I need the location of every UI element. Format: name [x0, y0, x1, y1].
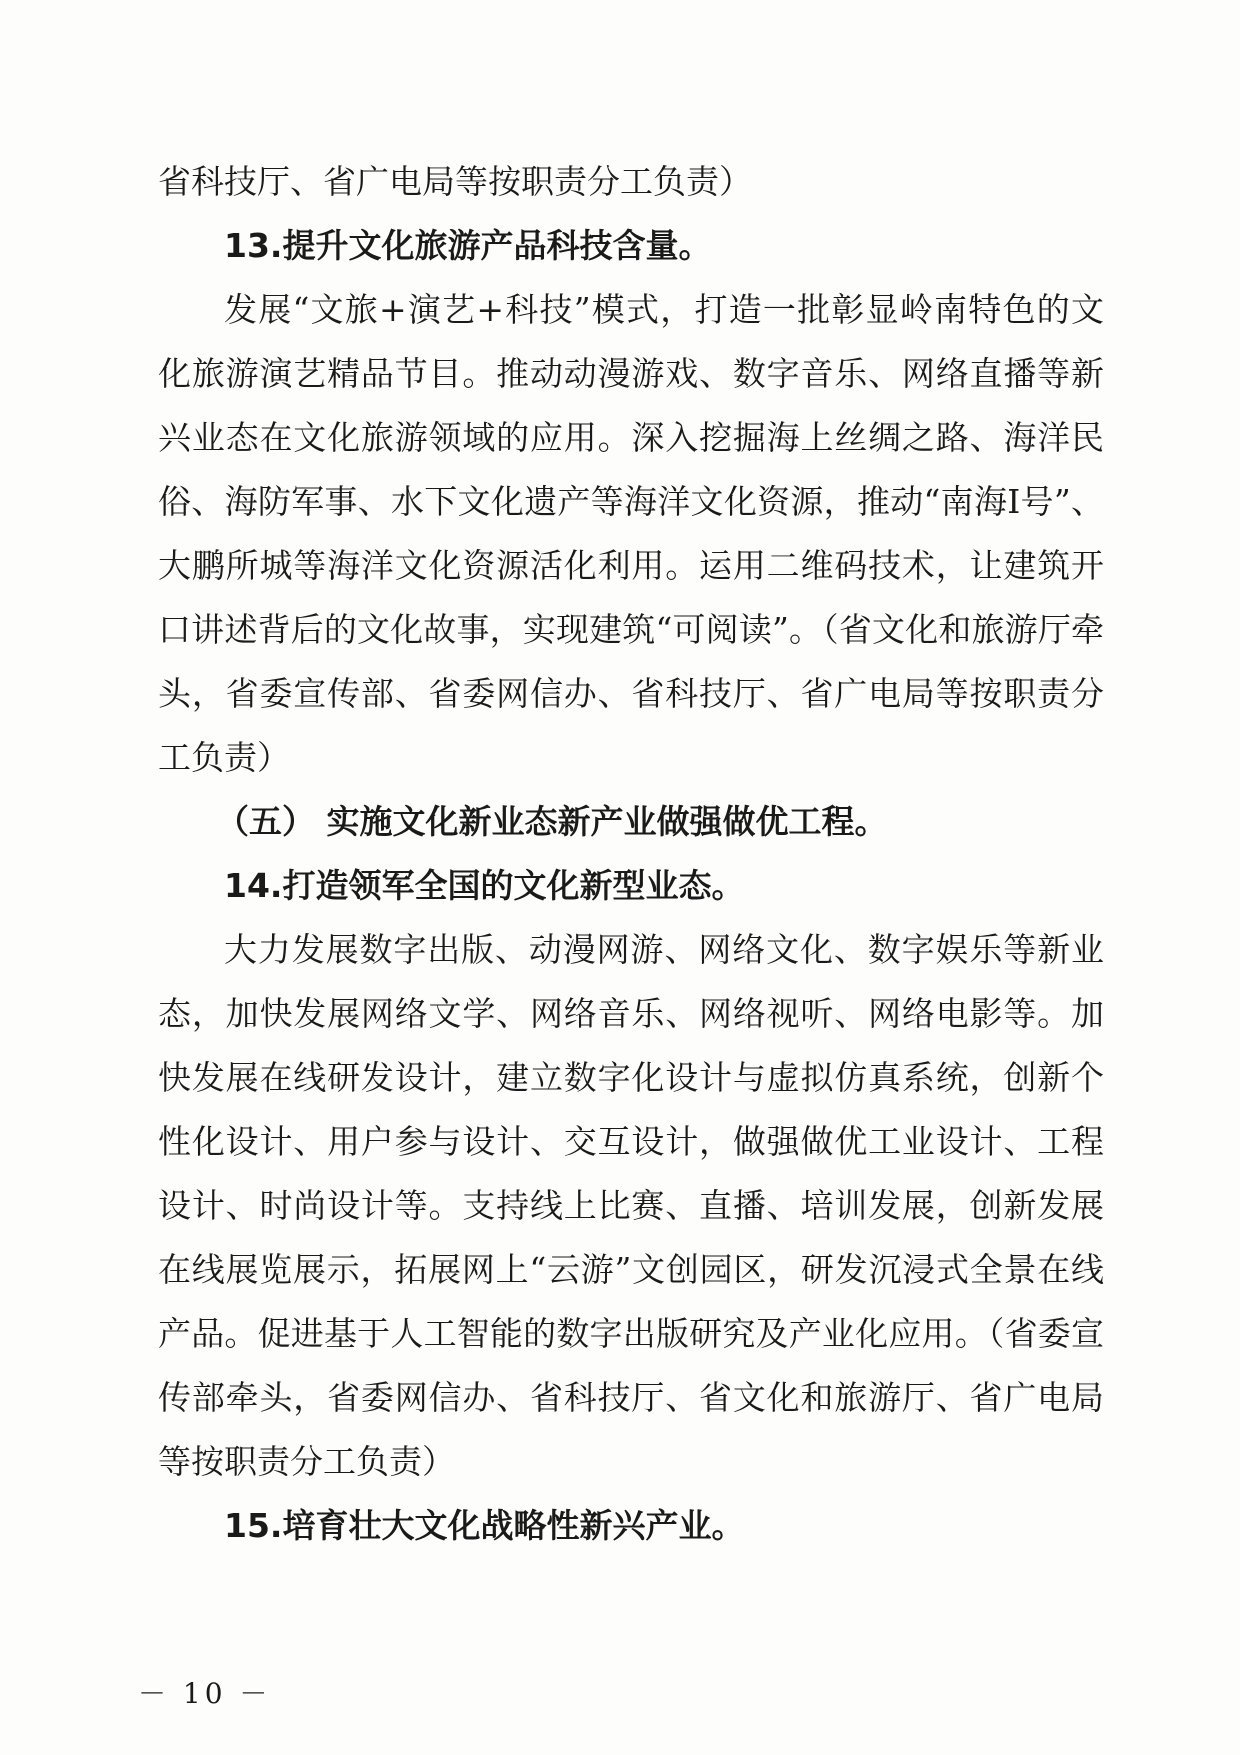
continued-paragraph: 省科技厅、省广电局等按职责分工负责） — [158, 162, 752, 201]
body-paragraph-14: 大力发展数字出版、动漫网游、网络文化、数字娱乐等新业态，加快发展网络文学、网络音乐、网络视听、网络电影等。加快发展在线研发设计，建立数字化设计与虚拟仿真系统，创新个性化设计、用户参与设计、交互设计，做强做优工业设计、工程设计、时尚设计等。支持线上比赛、直播、培训发展，创新发展在线展览展示，拓展网上“云游”文创园区，研发沉浸式全景在线产品。促进基于人工智能的数字出版研究及产业化应用。（省委宣传部牵头，省委网信办、省科技厅、省文化和旅游厅、省广电局等按职责分工负责） — [158, 930, 1104, 1481]
section-heading-15: 15.培育壮大文化战略性新兴产业。 — [224, 1506, 745, 1545]
body-paragraph-13: 发展“文旅+演艺+科技”模式，打造一批彰显岭南特色的文化旅游演艺精品节目。推动动漫游戏、数字音乐、网络直播等新兴业态在文化旅游领域的应用。深入挖掘海上丝绸之路、海洋民俗、海防军事、水下文化遗产等海洋文化资源，推动“南海Ⅰ号”、大鹏所城等海洋文化资源活化利用。运用二维码技术，让建筑开口讲述背后的文化故事，实现建筑“可阅读”。（省文化和旅游厅牵头，省委宣传部、省委网信办、省科技厅、省广电局等按职责分工负责） — [158, 290, 1104, 777]
page-number: － 10 － — [138, 1677, 272, 1710]
section-heading-13: 13.提升文化旅游产品科技含量。 — [224, 226, 712, 265]
section-heading-14: 14.打造领军全国的文化新型业态。 — [224, 866, 745, 905]
chapter-heading-5: （五） 实施文化新业态新产业做强做优工程。 — [216, 802, 888, 841]
document-body — [158, 150, 1104, 1558]
